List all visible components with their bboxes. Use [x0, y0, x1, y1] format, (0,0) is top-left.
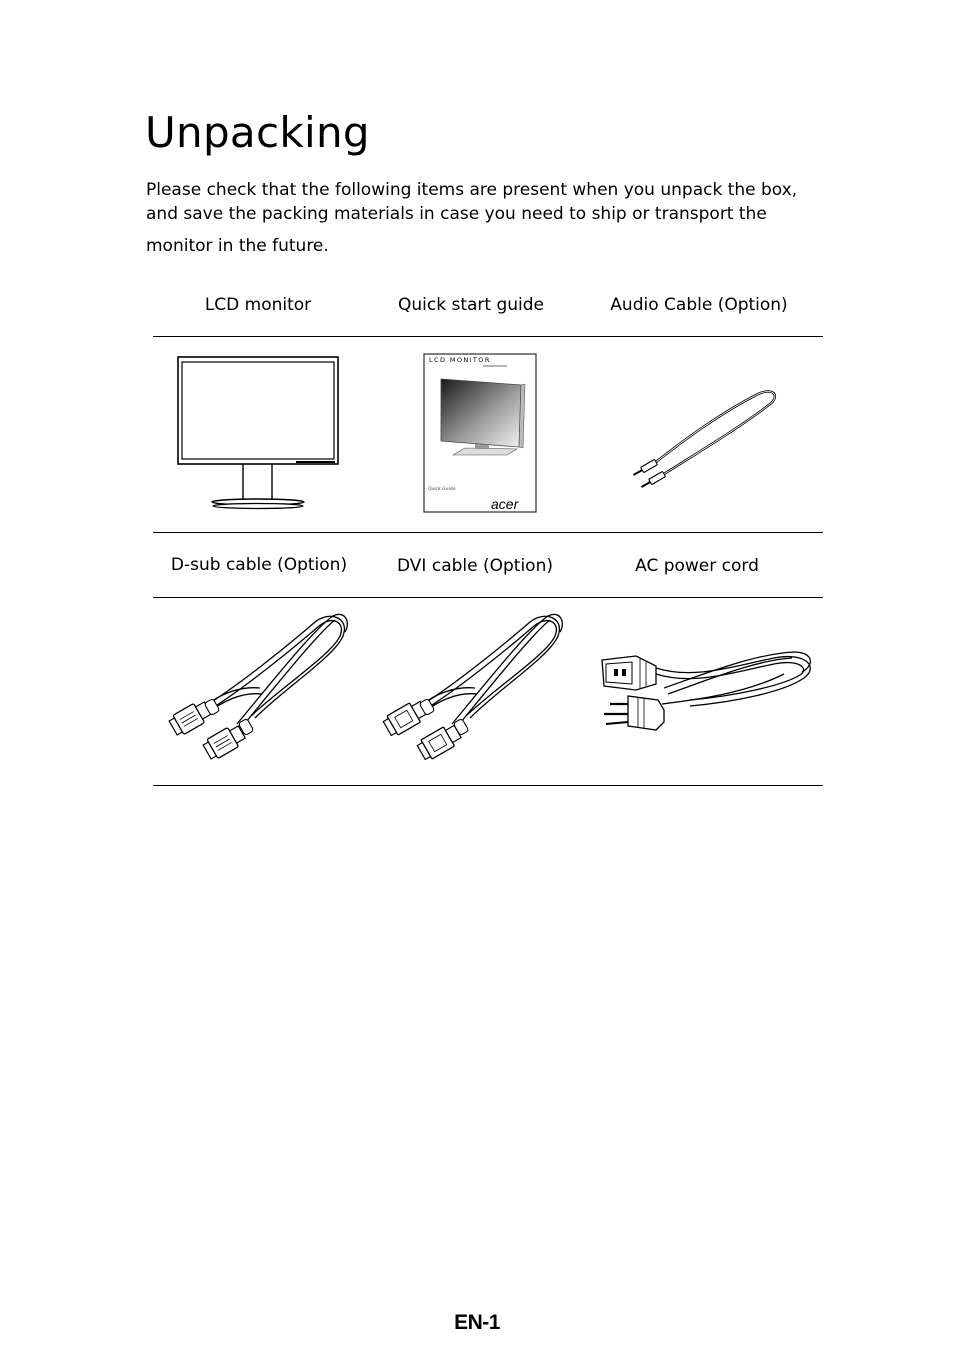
intro-line-2: and save the packing materials in case you need to ship or transport the	[146, 204, 767, 224]
table-divider-3	[153, 597, 823, 598]
table-divider-2	[153, 532, 823, 533]
item-label-quick-start-guide: Quick start guide	[397, 295, 545, 315]
dsub-cable-illustration	[165, 608, 355, 768]
intro-line-3: monitor in the future.	[146, 236, 329, 256]
item-label-audio-cable: Audio Cable (Option)	[610, 295, 788, 315]
dvi-cable-illustration	[380, 608, 570, 768]
page-title: Unpacking	[145, 108, 370, 157]
lcd-monitor-illustration	[170, 352, 350, 514]
intro-line-1: Please check that the following items are present when you unpack the box,	[146, 180, 798, 200]
table-divider-4	[153, 785, 823, 786]
quick-start-guide-illustration	[423, 353, 539, 515]
acer-logo: acer	[491, 496, 519, 512]
table-divider-1	[153, 336, 823, 337]
page-number: EN-1	[454, 1311, 500, 1334]
item-label-ac-power-cord: AC power cord	[635, 556, 759, 576]
intro-paragraph	[146, 178, 826, 258]
ac-power-cord-illustration	[594, 644, 818, 740]
item-label-lcd-monitor: LCD monitor	[204, 295, 312, 315]
guide-cover-caption: Quick Guide	[428, 487, 456, 492]
item-label-dvi-cable: DVI cable (Option)	[397, 556, 553, 576]
audio-cable-illustration	[624, 382, 784, 488]
guide-cover-heading: LCD MONITOR	[429, 356, 491, 364]
item-label-dsub-cable: D-sub cable (Option)	[170, 555, 348, 575]
